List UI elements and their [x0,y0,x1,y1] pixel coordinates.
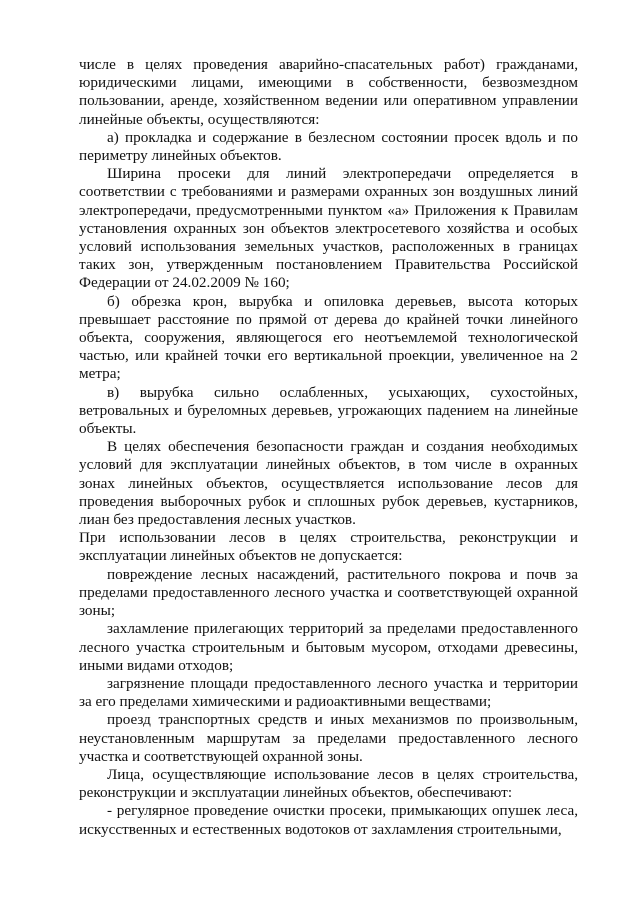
paragraph-vehicles: проезд транспортных средств и иных механизмов по произвольным, неустановленным маршрутам за пределами предоставленного лесного участка и соответствующей охранной зоны. [79,711,578,765]
paragraph-obligations: Лица, осуществляющие использование лесов в целях строительства, реконструкции и эксплуатации линейных объектов, обеспечивают: [79,765,578,802]
paragraph-item-v: в) вырубка сильно ослабленных, усыхающих, сухостойных, ветровальных и буреломных деревьев, угрожающих падением на линейные объекты. [79,383,578,438]
paragraph-damage: повреждение лесных насаждений, растительного покрова и почв за пределами предоставленного лесного участка и соответствующей охранной зоны; [79,565,578,620]
paragraph-item-a: а) прокладка и содержание в безлесном состоянии просек вдоль и по периметру линейных объектов. [79,128,578,165]
paragraph-pollution: загрязнение площади предоставленного лесного участка и территории за его пределами химическими и радиоактивными веществами; [79,674,578,711]
paragraph-item-b: б) обрезка крон, вырубка и опиловка деревьев, высота которых превышает расстояние по прямой от дерева до крайней точки линейного объекта, сооружения, являющегося его неотъемлемой технологической частью, или крайней точки его вертикальной проекции, увеличенное на 2 метра; [79,292,578,383]
paragraph-clearing-width: Ширина просеки для линий электропередачи определяется в соответствии с требованиями и размерами охранных зон воздушных линий электропередачи, предусмотренными пунктом «а» Приложения к Правилам установления охранных зон объектов электросетевого хозяйства и особых условий использования земельных участков, расположенных в границах таких зон, утвержденным постановлением Правительства Российской Федерации от 24.02.2009 № 160; [79,165,578,292]
paragraph-not-allowed: При использовании лесов в целях строительства, реконструкции и эксплуатации линейных объектов не допускается: [79,529,578,565]
paragraph-littering: захламление прилегающих территорий за пределами предоставленного лесного участка строительным и бытовым мусором, отходами древесины, иными видами отходов; [79,620,578,674]
paragraph-safety: В целях обеспечения безопасности граждан и создания необходимых условий для эксплуатации линейных объектов, в том числе в охранных зонах линейных объектов, осуществляется использование лесов для проведения выборочных рубок и сплошных рубок деревьев, кустарников, лиан без предоставления лесных участков. [79,438,578,529]
paragraph-cleaning: - регулярное проведение очистки просеки, примыкающих опушек леса, искусственных и естественных водотоков от захламления строительными, [79,802,578,838]
paragraph-continuation: числе в целях проведения аварийно-спасательных работ) гражданами, юридическими лицами, имеющими в собственности, безвозмездном пользовании, аренде, хозяйственном ведении или оперативном управлении линейные объекты, осуществляются: [79,56,578,128]
